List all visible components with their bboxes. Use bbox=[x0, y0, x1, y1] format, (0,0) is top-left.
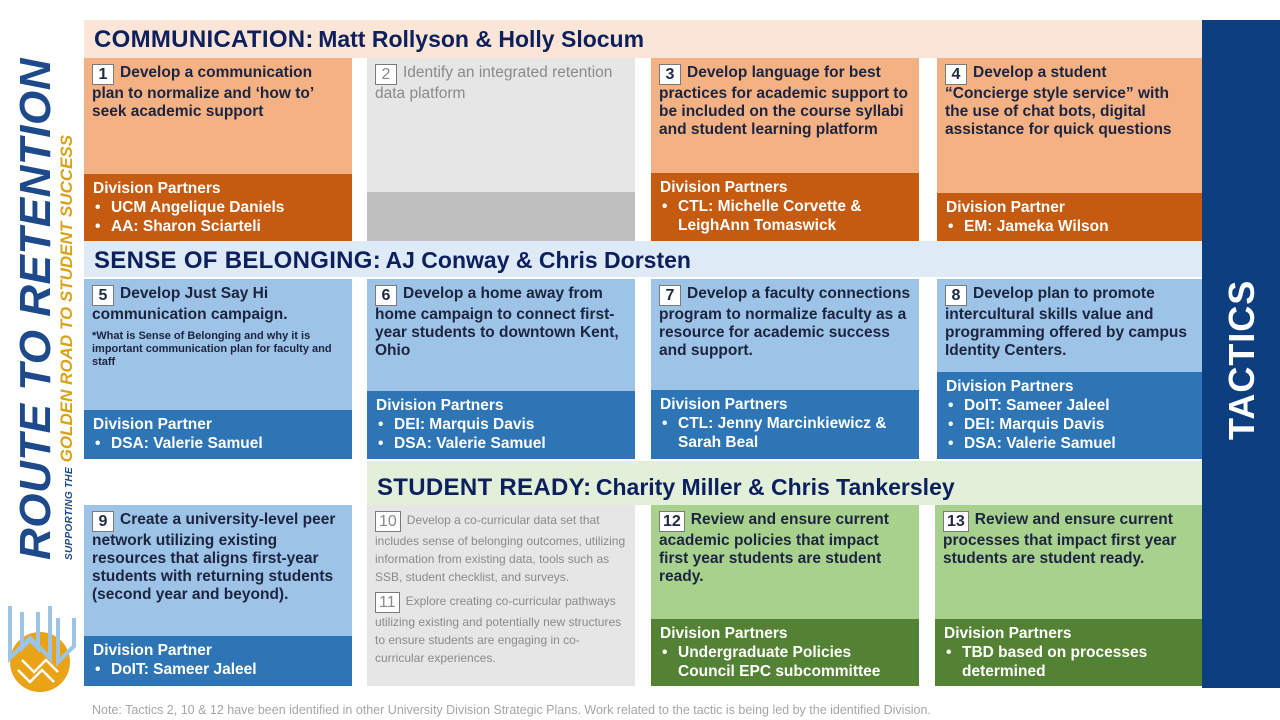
section-category: SENSE OF BELONGING: bbox=[94, 247, 382, 274]
partner-title: Division Partners bbox=[944, 625, 1072, 642]
tactic-text: Develop a student “Concierge style service” with the use of chat bots, digital assistance for quick questions bbox=[945, 64, 1172, 138]
section-category: COMMUNICATION: bbox=[94, 26, 314, 53]
partner-title: Division Partners bbox=[376, 397, 504, 414]
tactic-text: Develop a home away from home campaign to connect first-year students to downtown Kent, Ohio bbox=[375, 285, 619, 359]
partner-title: Division Partners bbox=[660, 625, 788, 642]
tactic-number: 3 bbox=[659, 64, 681, 85]
partner-title: Division Partner bbox=[946, 199, 1065, 216]
section-header-ready bbox=[367, 461, 1202, 505]
section-leads: Matt Rollyson & Holly Slocum bbox=[318, 26, 645, 52]
tactic-text: Explore creating co-curricular pathways utilizing existing and potentially new structures to ensure students are engaging in co-curricular experiences. bbox=[375, 594, 622, 665]
tactic-number: 2 bbox=[375, 64, 397, 85]
partner-item: • TBD based on processes determined bbox=[944, 643, 1193, 681]
partner-item: • EM: Jameka Wilson bbox=[946, 217, 1193, 236]
section-header-communication bbox=[84, 20, 1202, 58]
section-category: STUDENT READY: bbox=[377, 474, 592, 501]
tactic-text: Develop a faculty connections program to normalize faculty as a resource for academic success and support. bbox=[659, 285, 911, 359]
partner-item: • DSA: Valerie Samuel bbox=[946, 434, 1193, 453]
tactic-text: Develop Just Say Hi communication campaign. bbox=[92, 285, 288, 323]
partner-item: • DSA: Valerie Samuel bbox=[376, 434, 626, 453]
tactic-11 bbox=[375, 592, 627, 667]
tactic-number: 8 bbox=[945, 285, 967, 306]
partner-title: Division Partners bbox=[93, 180, 221, 197]
tactic-text: Review and ensure current processes that impact first year students are student ready. bbox=[943, 511, 1177, 567]
tactic-card-3 bbox=[651, 58, 919, 241]
tactic-number: 12 bbox=[659, 511, 685, 532]
tactic-text: Develop language for best practices for academic support to be included on the course syllabi and student learning platform bbox=[659, 64, 908, 138]
brand-subtitle-prefix: SUPPORTING THE bbox=[64, 467, 75, 560]
tactic-10 bbox=[375, 511, 627, 586]
partner-item: • DEI: Marquis Davis bbox=[376, 415, 626, 434]
tactic-card-13 bbox=[935, 505, 1202, 686]
tactic-text: Create a university-level peer network utilizing existing resources that aligns first-year students with returning students (second year and beyond). bbox=[92, 511, 336, 603]
partner-item: • DoIT: Sameer Jaleel bbox=[93, 660, 343, 679]
section-header-belonging bbox=[84, 241, 1202, 277]
partner-item: • CTL: Michelle Corvette & LeighAnn Tomaswick bbox=[660, 197, 910, 235]
tactic-number: 1 bbox=[92, 64, 114, 85]
partner-item: • DSA: Valerie Samuel bbox=[93, 434, 343, 453]
tactic-card-8 bbox=[937, 279, 1202, 459]
tactic-card-2 bbox=[367, 58, 635, 241]
partner-item: • DEI: Marquis Davis bbox=[946, 415, 1193, 434]
partner-item: • DoIT: Sameer Jaleel bbox=[946, 396, 1193, 415]
tactic-card-5 bbox=[84, 279, 352, 459]
tactic-card-9 bbox=[84, 505, 352, 686]
tactic-number: 11 bbox=[375, 592, 400, 613]
brand-title: ROUTE TO RETENTION bbox=[11, 58, 60, 560]
tactic-text: Develop plan to promote intercultural skills value and programming offered by campus Identity Centers. bbox=[945, 285, 1188, 359]
brand-subtitle bbox=[55, 20, 79, 560]
partner-title: Division Partners bbox=[660, 396, 788, 413]
university-logo-icon bbox=[4, 598, 82, 692]
tactic-card-1 bbox=[84, 58, 352, 241]
tactic-text: Identify an integrated retention data platform bbox=[375, 64, 613, 102]
tactic-note: *What is Sense of Belonging and why it is important communication plan for faculty and staff bbox=[92, 330, 332, 368]
partner-title: Division Partners bbox=[660, 179, 788, 196]
partner-title: Division Partner bbox=[93, 416, 212, 433]
tactic-number: 7 bbox=[659, 285, 681, 306]
tactic-text: Develop a communication plan to normalize and ‘how to’ seek academic support bbox=[92, 64, 314, 120]
tactic-text: Review and ensure current academic policies that impact first year students are student ready. bbox=[659, 511, 889, 585]
tactics-label: TACTICS bbox=[1221, 279, 1262, 440]
tactic-number: 6 bbox=[375, 285, 397, 306]
tactic-card-6 bbox=[367, 279, 635, 459]
tactic-number: 4 bbox=[945, 64, 967, 85]
footnote: Note: Tactics 2, 10 & 12 have been identified in other University Division Strategic Plans. Work related to the tactic is being led by the identified Division. bbox=[92, 703, 931, 717]
partner-title: Division Partner bbox=[93, 642, 212, 659]
partner-item: • AA: Sharon Sciarteli bbox=[93, 217, 343, 236]
tactic-card-7 bbox=[651, 279, 919, 459]
brand-subtitle-main: GOLDEN ROAD TO STUDENT SUCCESS bbox=[57, 134, 76, 463]
tactic-card-12 bbox=[651, 505, 919, 686]
tactic-card-4 bbox=[937, 58, 1202, 241]
tactic-number: 10 bbox=[375, 511, 401, 532]
partner-item: • Undergraduate Policies Council EPC subcommittee bbox=[660, 643, 910, 681]
partner-title: Division Partners bbox=[946, 378, 1074, 395]
partner-item: • CTL: Jenny Marcinkiewicz & Sarah Beal bbox=[660, 414, 910, 452]
tactic-text: Develop a co-curricular data set that includes sense of belonging outcomes, utilizing information from existing data, tools such as SSB, student checklist, and surveys. bbox=[375, 513, 626, 584]
section-leads: AJ Conway & Chris Dorsten bbox=[385, 247, 691, 273]
tactic-number: 9 bbox=[92, 511, 114, 532]
tactic-number: 5 bbox=[92, 285, 114, 306]
partner-item: • UCM Angelique Daniels bbox=[93, 198, 343, 217]
section-leads: Charity Miller & Chris Tankersley bbox=[595, 474, 955, 500]
tactic-card-10-11 bbox=[367, 505, 635, 686]
tactic-number: 13 bbox=[943, 511, 969, 532]
